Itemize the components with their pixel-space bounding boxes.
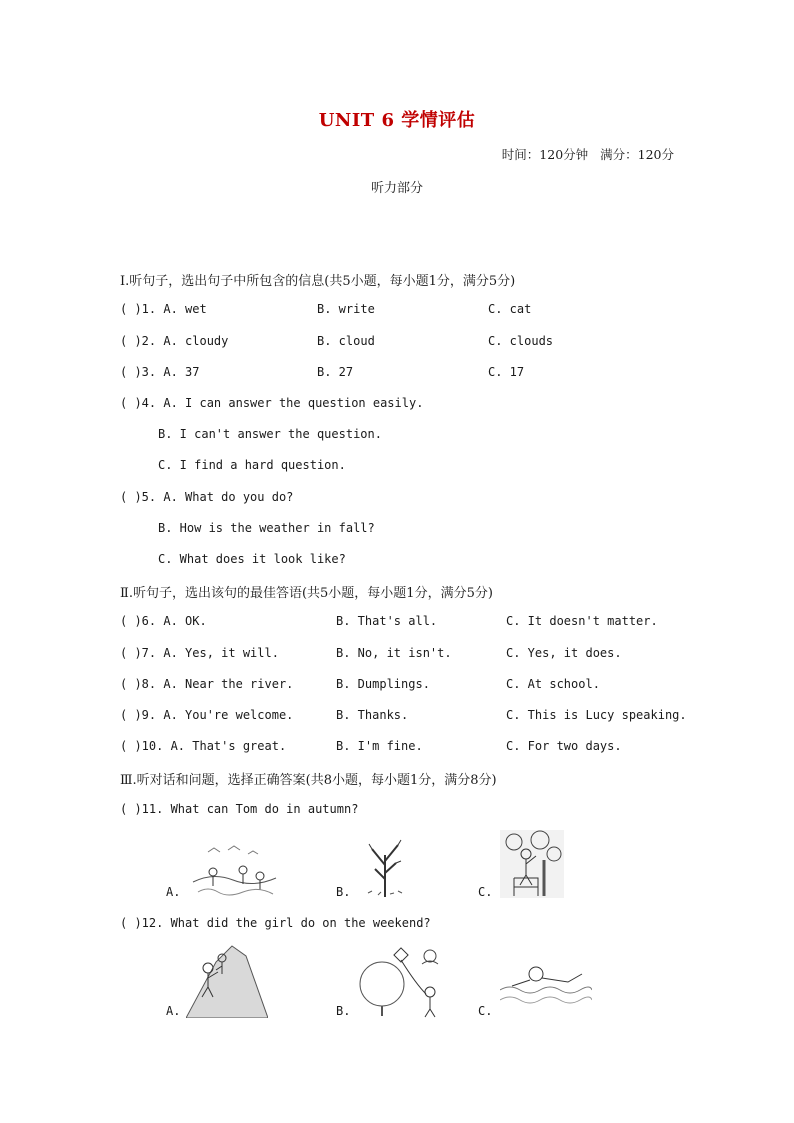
question-9-option-a: ( )9. A. You're welcome. [120,708,294,722]
question-2 [120,334,700,352]
question-12-label-b: B. [336,1004,351,1018]
document-title: UNIT 6 学情评估 [318,110,476,131]
part-heading: 听力部分 [370,181,423,196]
question-5 [120,490,700,508]
question-8-option-c: C. At school. [506,677,600,691]
question-8 [120,677,700,695]
picking-fruit-image [500,830,564,898]
question-1-option-c: C. cat [488,302,532,316]
question-1-option-b: B. write [317,302,375,316]
swimming-image [500,960,592,1012]
question-4-option-a: ( )4. A. I can answer the question easily. [120,396,424,410]
question-4-option-c: C. I find a hard question. [158,458,346,472]
question-6-option-b: B. That's all. [336,614,438,628]
question-7-option-b: B. No, it isn't. [336,646,452,660]
question-10-option-b: B. I'm fine. [336,739,423,753]
question-2-option-b: B. cloud [317,334,375,348]
time-limit: 时间：120分钟 [501,147,589,162]
question-6-option-a: ( )6. A. OK. [120,614,207,628]
question-1-option-a: ( )1. A. wet [120,302,207,316]
question-3 [120,365,700,383]
question-10-option-a: ( )10. A. That's great. [120,739,287,753]
question-5-option-c: C. What does it look like? [158,552,346,566]
flying-kite-image [356,944,446,1018]
question-7-option-a: ( )7. A. Yes, it will. [120,646,279,660]
question-7 [120,646,700,664]
question-11 [120,802,700,820]
question-9-option-c: C. This is Lucy speaking. [506,708,687,722]
section-2-heading: Ⅱ.听句子，选出该句的最佳答语(共5小题，每小题1分，满分5分) [120,586,493,601]
bare-tree-image [360,835,410,899]
question-3-option-c: C. 17 [488,365,525,379]
question-11-label-b: B. [336,885,351,899]
question-7-option-c: C. Yes, it does. [506,646,622,660]
question-3-option-a: ( )3. A. 37 [120,365,200,379]
question-9-option-b: B. Thanks. [336,708,409,722]
section-1-heading: Ⅰ.听句子，选出句子中所包含的信息(共5小题，每小题1分，满分5分) [120,274,516,289]
kids-playing-outdoors-image [188,842,278,898]
question-9 [120,708,700,726]
question-10 [120,739,700,757]
question-10-option-c: C. For two days. [506,739,622,753]
question-3-option-b: B. 27 [317,365,354,379]
question-4-option-b: B. I can't answer the question. [158,427,382,441]
section-3-heading: Ⅲ.听对话和问题，选择正确答案(共8小题，每小题1分，满分8分) [120,773,497,788]
question-5-option-b: B. How is the weather in fall? [158,521,375,535]
question-11-label-c: C. [478,885,493,899]
question-4 [120,396,700,414]
question-6 [120,614,700,632]
question-12-text: ( )12. What did the girl do on the weekend? [120,916,431,930]
question-8-option-b: B. Dumplings. [336,677,430,691]
question-2-option-c: C. clouds [488,334,554,348]
full-score: 满分：120分 [600,147,674,162]
question-12-label-a: A. [166,1004,181,1018]
question-12-label-c: C. [478,1004,493,1018]
question-2-option-a: ( )2. A. cloudy [120,334,229,348]
exam-meta [494,145,674,163]
mountain-climbing-image [186,942,268,1018]
question-6-option-c: C. It doesn't matter. [506,614,658,628]
question-1 [120,302,700,320]
question-11-label-a: A. [166,885,181,899]
question-8-option-a: ( )8. A. Near the river. [120,677,294,691]
question-5-option-a: ( )5. A. What do you do? [120,490,294,504]
question-12 [120,916,700,934]
question-11-text: ( )11. What can Tom do in autumn? [120,802,359,816]
